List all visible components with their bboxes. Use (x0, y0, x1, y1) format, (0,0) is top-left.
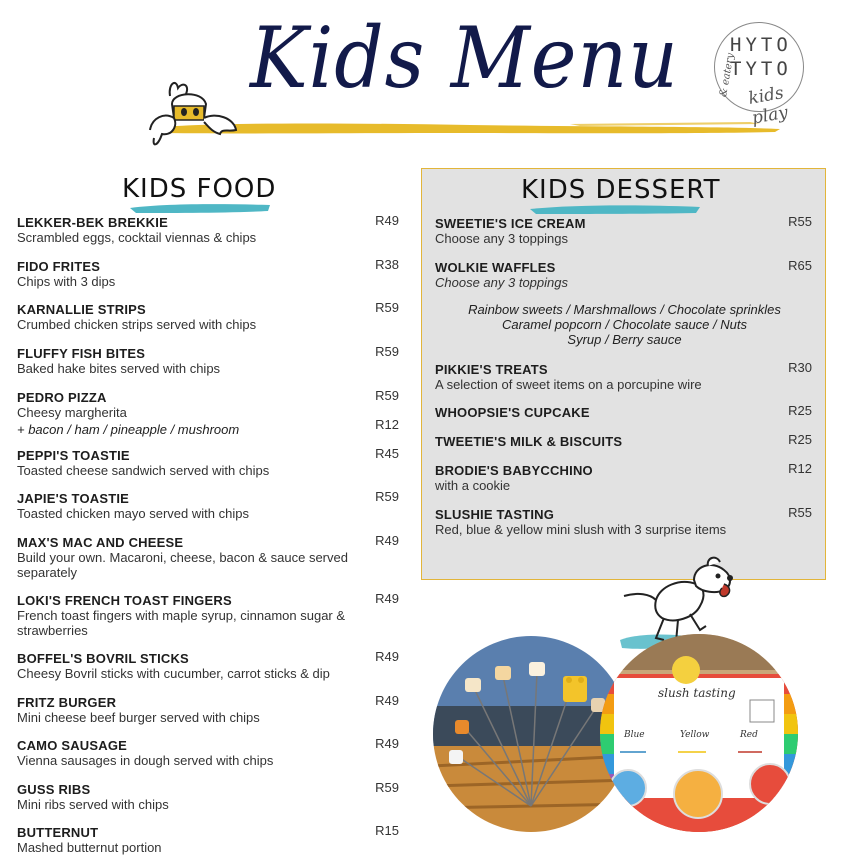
item-name: BOFFEL'S BOVRIL STICKS (17, 651, 189, 666)
item-addons: + bacon / ham / pineapple / mushroom (17, 422, 240, 437)
food-item (17, 259, 402, 289)
yellow-brush-stroke (150, 120, 780, 136)
food-item (17, 346, 402, 376)
item-description: Chips with 3 dips (17, 274, 116, 289)
page-title: Kids Menu (250, 9, 679, 107)
dessert-item (435, 463, 815, 493)
item-description: Mini ribs served with chips (17, 797, 169, 812)
item-price: R12 (788, 461, 812, 476)
item-price: R45 (375, 446, 399, 461)
item-price: R59 (375, 780, 399, 795)
item-name: GUSS RIBS (17, 782, 91, 797)
item-description: A selection of sweet items on a porcupine wire (435, 377, 702, 392)
food-item (17, 695, 402, 725)
item-price: R49 (375, 736, 399, 751)
item-price: R59 (375, 344, 399, 359)
item-name: JAPIE'S TOASTIE (17, 491, 130, 506)
food-item (17, 593, 402, 638)
item-name: LEKKER-BEK BREKKIE (17, 215, 168, 230)
slush-label-blue: Blue (624, 730, 645, 740)
item-name: TWEETIE'S MILK & BISCUITS (435, 434, 623, 449)
item-name: SLUSHIE TASTING (435, 507, 555, 522)
dessert-item (435, 260, 815, 290)
item-description: French toast fingers with maple syrup, cinnamon sugar & strawberries (17, 608, 346, 638)
item-name: FLUFFY FISH BITES (17, 346, 146, 361)
item-name: CAMO SAUSAGE (17, 738, 128, 753)
food-item (17, 215, 402, 245)
item-price: R59 (375, 388, 399, 403)
item-description: Mini cheese beef burger served with chips (17, 710, 260, 725)
dessert-item (435, 434, 815, 449)
toppings-line: Syrup / Berry sauce (567, 332, 682, 347)
item-price: R25 (788, 403, 812, 418)
item-name: SWEETIE'S ICE CREAM (435, 216, 586, 231)
item-description: Mashed butternut portion (17, 840, 162, 855)
item-name: KARNALLIE STRIPS (17, 302, 146, 317)
logo-tagline-small: & eatery (718, 52, 737, 98)
food-heading: KIDS FOOD (122, 174, 277, 204)
item-description: Baked hake bites served with chips (17, 361, 221, 376)
dessert-panel (421, 168, 826, 580)
menu-header (0, 0, 842, 160)
logo-tagline: kids play (746, 83, 790, 129)
item-addon-price: R12 (375, 417, 399, 432)
item-description: Red, blue & yellow mini slush with 3 surprise items (435, 522, 727, 537)
item-price: R49 (375, 213, 399, 228)
slush-tasting-photo (600, 634, 798, 832)
toppings-line: Rainbow sweets / Marshmallows / Chocolate sprinkles (468, 302, 781, 317)
item-description: Toasted chicken mayo served with chips (17, 506, 249, 521)
slush-label-red: Red (740, 730, 758, 740)
item-description: Cheesy margherita (17, 405, 127, 420)
item-description: Scrambled eggs, cocktail viennas & chips (17, 230, 257, 245)
item-name: BUTTERNUT (17, 825, 99, 840)
item-name: PEDRO PIZZA (17, 390, 107, 405)
item-description: with a cookie (435, 478, 511, 493)
food-item (17, 390, 402, 437)
item-price: R49 (375, 533, 399, 548)
food-item (17, 782, 402, 812)
item-price: R49 (375, 693, 399, 708)
item-name: WHOOPSIE'S CUPCAKE (435, 405, 590, 420)
item-price: R38 (375, 257, 399, 272)
dog-head-illustration (142, 74, 242, 154)
food-item (17, 738, 402, 768)
food-item (17, 302, 402, 332)
item-description: Crumbed chicken strips served with chips (17, 317, 257, 332)
dessert-item (435, 362, 815, 392)
food-item (17, 535, 402, 580)
item-name: PIKKIE'S TREATS (435, 362, 548, 377)
item-name: FRITZ BURGER (17, 695, 117, 710)
hyto-tyto-logo (714, 22, 806, 129)
food-item (17, 448, 402, 478)
item-description: Toasted cheese sandwich served with chips (17, 463, 270, 478)
dessert-item (435, 507, 815, 537)
item-name: WOLKIE WAFFLES (435, 260, 556, 275)
food-item (17, 651, 402, 681)
logo-line-2: TYTO (730, 58, 792, 80)
item-price: R55 (788, 214, 812, 229)
item-price: R49 (375, 649, 399, 664)
item-price: R49 (375, 591, 399, 606)
item-description: Vienna sausages in dough served with chips (17, 753, 274, 768)
dessert-item (435, 216, 815, 246)
item-price: R65 (788, 258, 812, 273)
slush-label-yellow: Yellow (680, 730, 710, 740)
item-price: R59 (375, 300, 399, 315)
toppings-line: Caramel popcorn / Chocolate sauce / Nuts (502, 317, 747, 332)
item-price: R25 (788, 432, 812, 447)
item-description: Cheesy Bovril sticks with cucumber, carrot sticks & dip (17, 666, 330, 681)
item-name: BRODIE'S BABYCCHINO (435, 463, 593, 478)
food-item (17, 491, 402, 521)
dessert-heading: KIDS DESSERT (521, 175, 721, 205)
slush-card-title: slush tasting (658, 686, 736, 700)
item-name: FIDO FRITES (17, 259, 101, 274)
item-price: R59 (375, 489, 399, 504)
dessert-item (435, 405, 815, 420)
item-price: R15 (375, 823, 399, 838)
toppings-list (422, 302, 827, 347)
item-name: LOKI'S FRENCH TOAST FINGERS (17, 593, 232, 608)
logo-line-1: HYTO (730, 34, 792, 56)
food-item (17, 825, 402, 855)
item-price: R55 (788, 505, 812, 520)
item-name: PEPPI'S TOASTIE (17, 448, 130, 463)
item-description: Build your own. Macaroni, cheese, bacon & sauce served separately (17, 550, 348, 580)
item-name: MAX'S MAC AND CHEESE (17, 535, 184, 550)
item-description: Choose any 3 toppings (435, 275, 568, 290)
item-description: Choose any 3 toppings (435, 231, 568, 246)
item-price: R30 (788, 360, 812, 375)
